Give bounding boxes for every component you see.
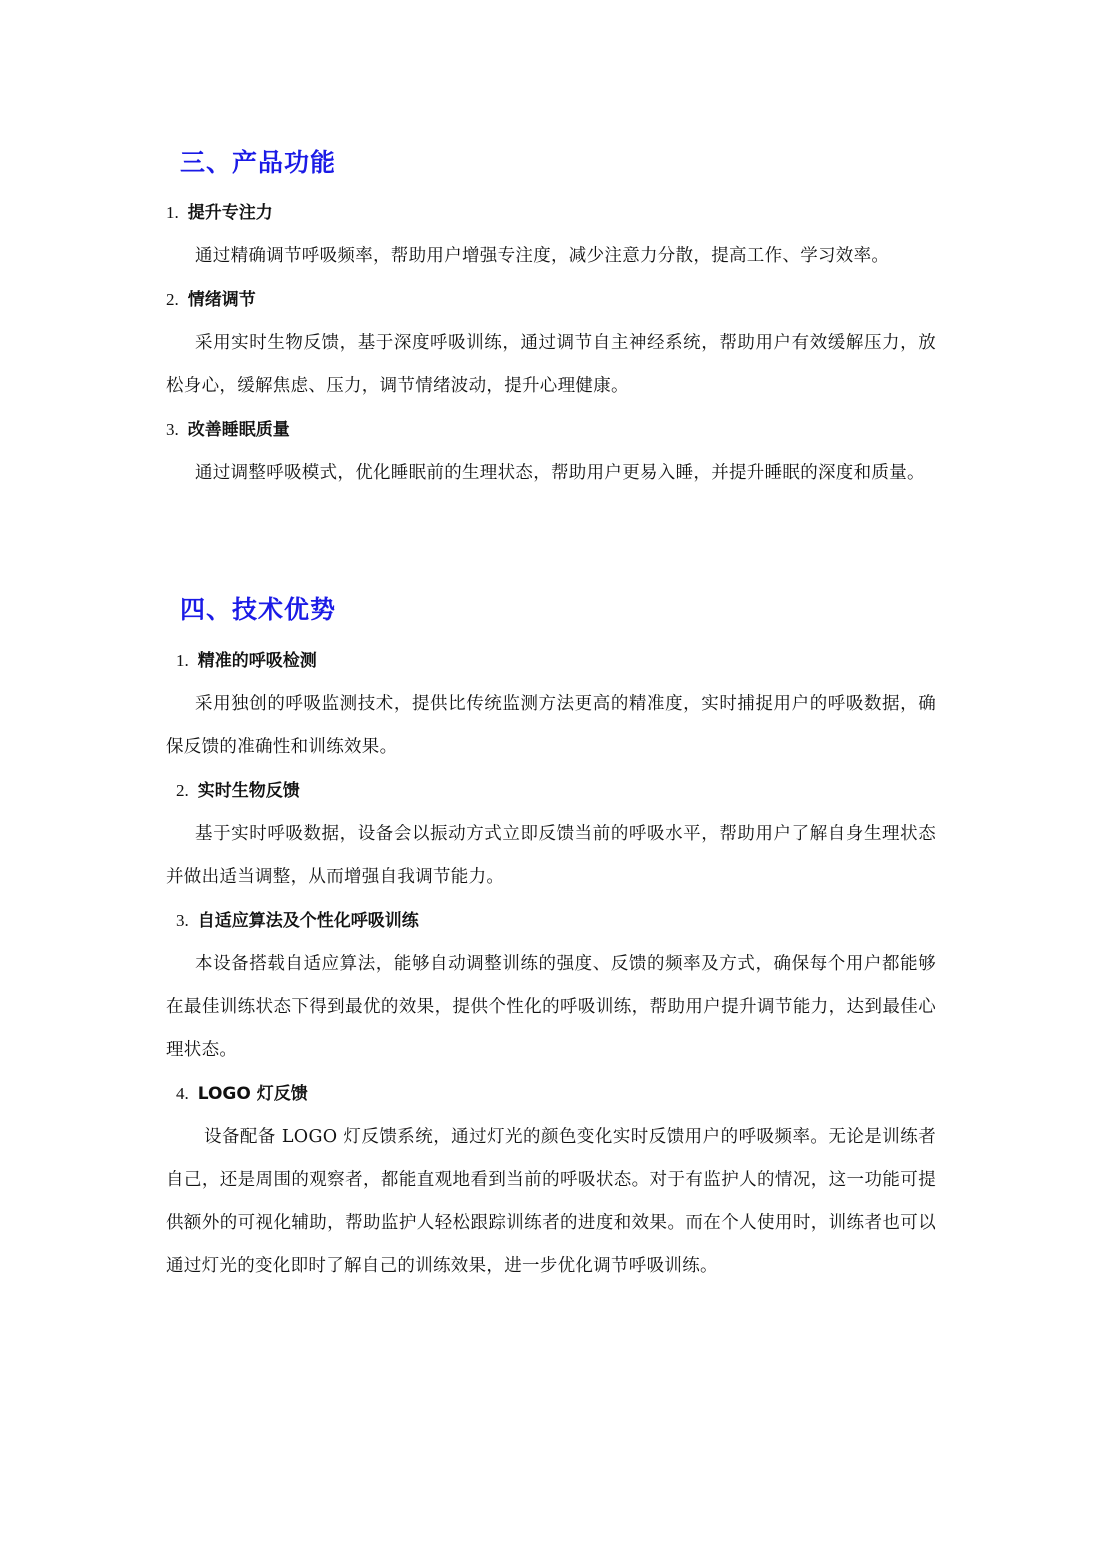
- item-paragraph: 通过精确调节呼吸频率，帮助用户增强专注度，减少注意力分散，提高工作、学习效率。: [195, 246, 890, 266]
- item-number: 3.: [176, 911, 189, 930]
- item-heading: [176, 1081, 308, 1107]
- item-paragraph: 本设备搭载自适应算法，能够自动调整训练的强度、反馈的频率及方式，确保每个用户都能够在最佳训练状态下得到最优的效果，提供个性化的呼吸训练，帮助用户提升调节能力，达到最佳心理状态。: [166, 954, 936, 1060]
- item-label: 提升专注力: [187, 203, 273, 223]
- item-heading: [166, 200, 273, 226]
- item-number: 4.: [176, 1084, 189, 1103]
- item-label: 自适应算法及个性化呼吸训练: [197, 911, 419, 931]
- item-label: 情绪调节: [187, 290, 256, 310]
- item-paragraph: 通过调整呼吸模式，优化睡眠前的生理状态，帮助用户更易入睡，并提升睡眠的深度和质量。: [195, 463, 925, 483]
- item-paragraph: 基于实时呼吸数据，设备会以振动方式立即反馈当前的呼吸水平，帮助用户了解自身生理状态并做出适当调整，从而增强自我调节能力。: [166, 824, 936, 887]
- item-heading: [166, 287, 256, 313]
- item-number: 2.: [176, 781, 189, 800]
- section-title-technical-advantages: 四、技术优势: [180, 595, 337, 624]
- item-heading: [176, 908, 419, 934]
- item-paragraph: 采用独创的呼吸监测技术，提供比传统监测方法更高的精准度，实时捕捉用户的呼吸数据，确保反馈的准确性和训练效果。: [166, 694, 936, 757]
- item-number: 2.: [166, 290, 179, 309]
- item-number: 1.: [166, 203, 179, 222]
- item-heading: [166, 417, 290, 443]
- item-label: LOGO 灯反馈: [197, 1084, 308, 1104]
- item-paragraph: 采用实时生物反馈，基于深度呼吸训练，通过调节自主神经系统，帮助用户有效缓解压力，放松身心，缓解焦虑、压力，调节情绪波动，提升心理健康。: [166, 333, 936, 396]
- item-label: 实时生物反馈: [197, 781, 300, 801]
- item-number: 3.: [166, 420, 179, 439]
- item-heading: [176, 778, 300, 804]
- item-number: 1.: [176, 651, 189, 670]
- item-paragraph: 设备配备 LOGO 灯反馈系统，通过灯光的颜色变化实时反馈用户的呼吸频率。无论是训练者自己，还是周围的观察者，都能直观地看到当前的呼吸状态。对于有监护人的情况，这一功能可提供额外的可视化辅助，帮助监护人轻松跟踪训练者的进度和效果。而在个人使用时，训练者也可以通过灯光的变化即时了解自己的训练效果，进一步优化调节呼吸训练。: [166, 1127, 936, 1276]
- section-title-product-features: 三、产品功能: [180, 148, 337, 177]
- item-label: 精准的呼吸检测: [197, 651, 317, 671]
- item-label: 改善睡眠质量: [187, 420, 290, 440]
- item-heading: [176, 648, 317, 674]
